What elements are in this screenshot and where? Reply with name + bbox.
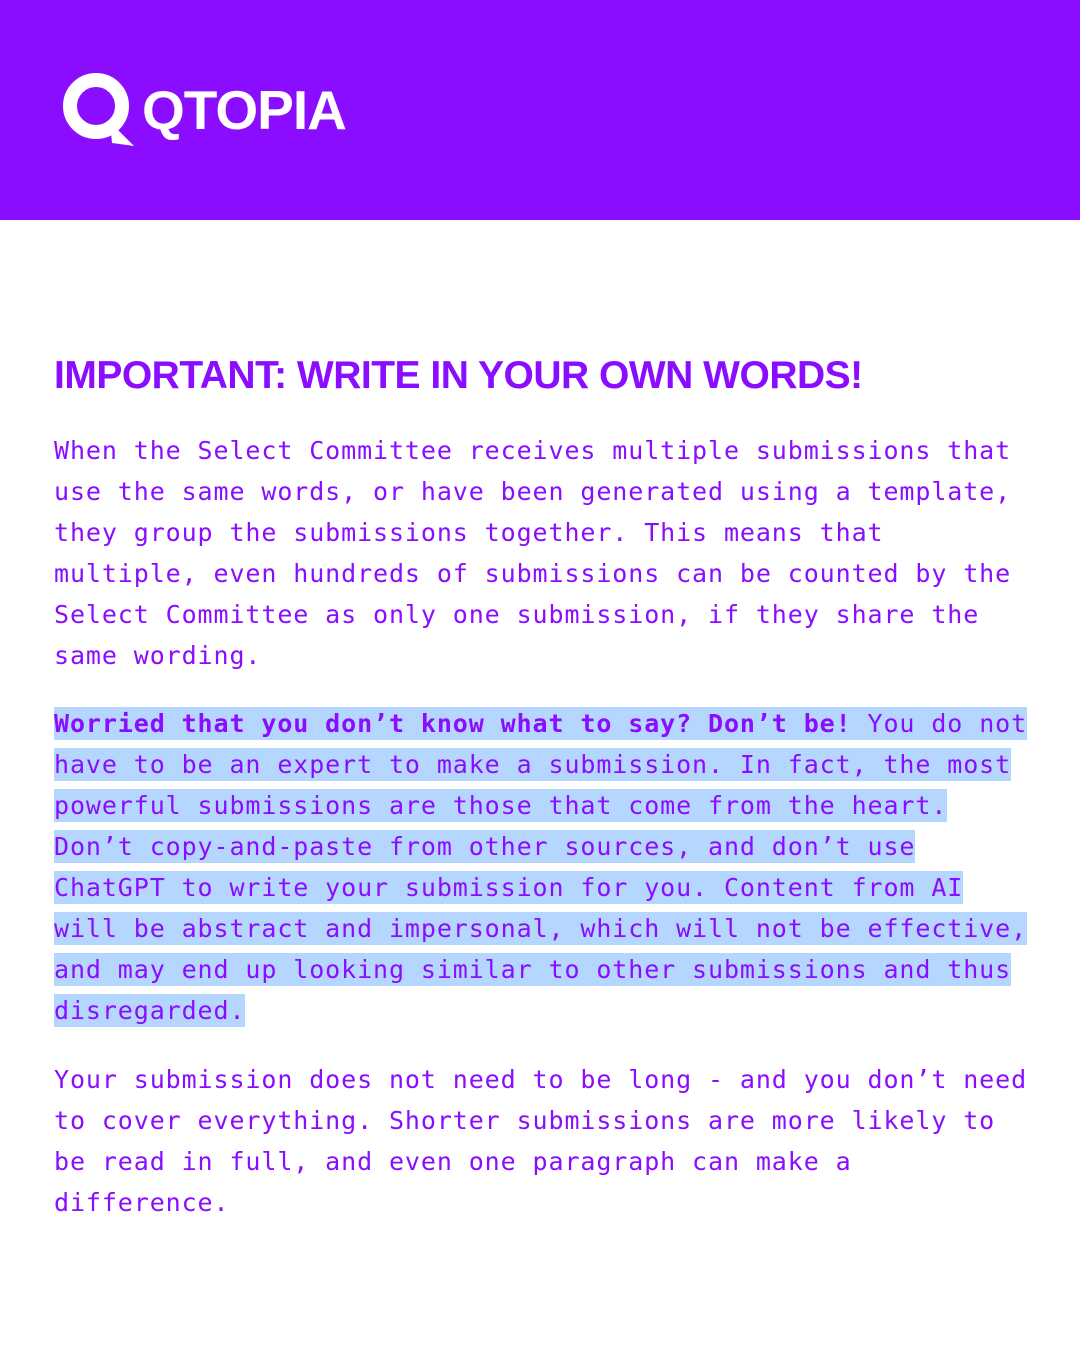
paragraph-length-advice: Your submission does not need to be long - and you don’t need to cover everything. Shorter submissions are more likely to be read in full, and even one paragraph can make a difference. (54, 1065, 1028, 1217)
paragraph-body: You do not have to be an expert to make a submission. In fact, the most powerful submissions are those that come from the heart. Don’t copy-and-paste from other sources, and don’t use ChatGPT to write your submission for you. Content from AI will be abstract and impersonal, which will not be effective, and may end up looking similar to other submissions and thus disregarded. (54, 709, 1028, 1025)
speech-bubble-q-icon (60, 70, 136, 150)
highlighted-text (54, 707, 1027, 1027)
page-title: IMPORTANT: WRITE IN YOUR OWN WORDS! (54, 354, 863, 397)
paragraph-template-warning: When the Select Committee receives multiple submissions that use the same words, or have been generated using a template, they group the submissions together. This means that multiple, even hundreds of submissions can be counted by the Select Committee as only one submission, if they share the same wording. (54, 436, 1012, 670)
brand-logo (60, 70, 346, 150)
brand-name: QTOPIA (142, 78, 346, 141)
header-banner (0, 0, 1080, 220)
paragraph-own-words (54, 703, 1039, 1031)
bold-lead: Worried that you don’t know what to say? Don’t be! (54, 709, 852, 738)
